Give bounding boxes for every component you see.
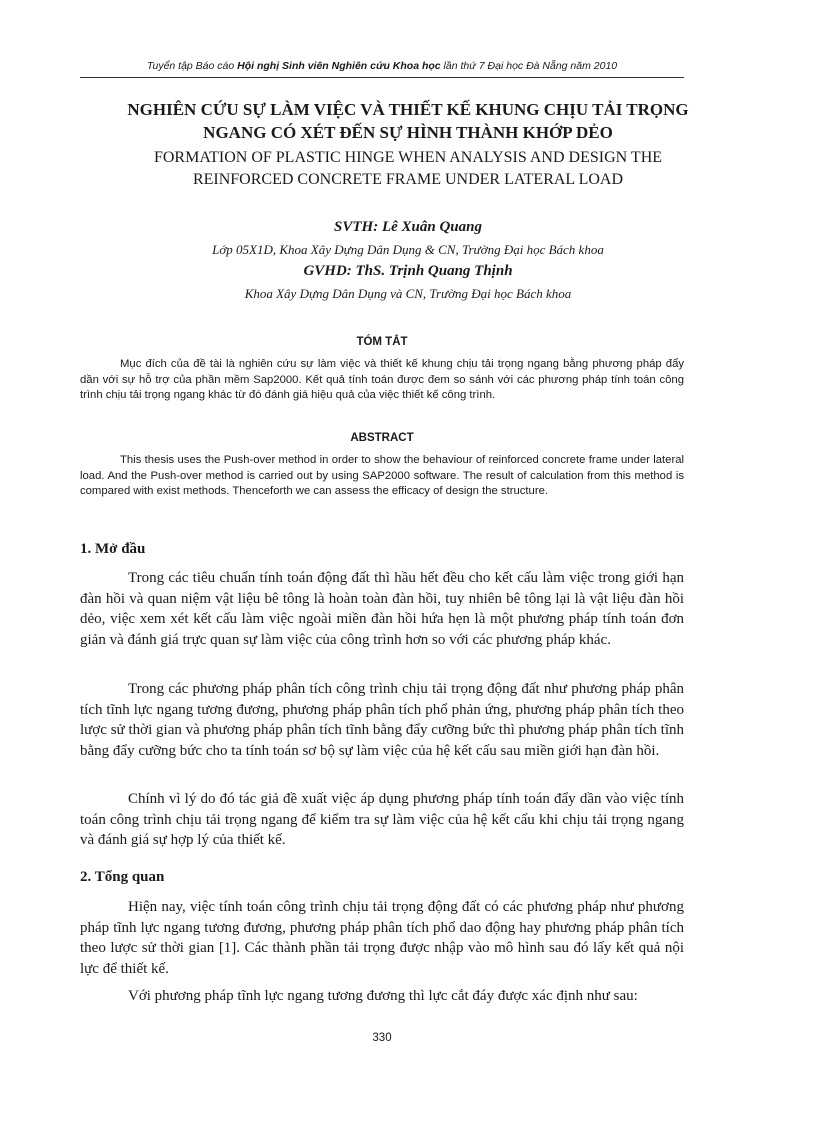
title-vn-line2: NGANG CÓ XÉT ĐẾN SỰ HÌNH THÀNH KHỚP DẺO	[203, 123, 613, 142]
section-1-paragraph-2: Trong các phương pháp phân tích công trình chịu tải trọng động đất như phương pháp phân tích tĩnh lực ngang tương đương, phương pháp phân tích phổ phản ứng, phương pháp phân tích theo lược sử thời gian và phương pháp phân tích tĩnh bằng đẩy cưỡng bức thì phương pháp phân tích tĩnh bằng đẩy cưỡng bức cho ta tính toán sơ bộ sự làm việc của hệ kết cấu sau miền giới hạn đàn hồi.	[80, 681, 684, 759]
section-1-heading: 1. Mở đầu	[80, 541, 146, 557]
section-2-paragraph-2: Với phương pháp tĩnh lực ngang tương đương thì lực cắt đáy được xác định như sau:	[128, 988, 638, 1004]
supervisor-affiliation: Khoa Xây Dựng Dân Dụng và CN, Trường Đại học Bách khoa	[244, 286, 572, 301]
section-1-paragraph-3: Chính vì lý do đó tác giả đề xuất việc áp dụng phương pháp tính toán đẩy dần vào việc tính toán công trình chịu tải trọng ngang để kiểm tra sự làm việc của hệ kết cấu khi chịu tải trọng ngang và đánh giá sự hợp lý của thiết kế.	[80, 791, 684, 848]
header-divider	[80, 77, 684, 78]
section-2-paragraph-1: Hiện nay, việc tính toán công trình chịu tải trọng động đất có các phương pháp như phương pháp tĩnh lực ngang tương đương, phương pháp phân tích phổ dao động hay phương pháp phân tích theo lược sử thời gian [1]. Các thành phần tải trọng được nhập vào mô hình sau đó lấy kết quả nội lực để thiết kế.	[80, 899, 684, 977]
title-vietnamese	[70, 98, 746, 144]
abstract-en-heading: ABSTRACT	[350, 432, 414, 444]
abstract-vn-text: Mục đích của đề tài là nghiên cứu sự làm việc và thiết kế khung chịu tải trọng ngang bằng phương pháp đẩy dần với sự hỗ trợ của phần mềm Sap2000. Kết quả tính toán được đem so sánh với các phương pháp tính toán công trình chịu tải trọng ngang khác từ đó đánh giá hiệu quả của việc thiết kế công trình.	[80, 358, 684, 401]
title-vn-line1: NGHIÊN CỨU SỰ LÀM VIỆC VÀ THIẾT KẾ KHUNG CHỊU TẢI TRỌNG	[127, 100, 689, 119]
running-header	[80, 60, 684, 72]
title-english	[70, 147, 746, 191]
header-suffix: lần thứ 7 Đại học Đà Nẵng năm 2010	[440, 60, 618, 72]
page-number: 330	[372, 1032, 392, 1044]
section-1-paragraph-1: Trong các tiêu chuẩn tính toán động đất thì hầu hết đều cho kết cấu làm việc trong giới hạn đàn hồi và quan niệm vật liệu bê tông là hoàn toàn đàn hồi, tuy nhiên bê tông lại là vật liệu đàn hồi dẻo, việc xem xét kết cấu làm việc ngoài miền đàn hồi hứa hẹn là một phương pháp tính toán đơn giản và đánh giá trực quan sự làm việc của công trình hơn so với các phương pháp khác.	[80, 570, 684, 648]
title-en-line1: FORMATION OF PLASTIC HINGE WHEN ANALYSIS AND DESIGN THE	[153, 149, 663, 166]
title-en-line2: REINFORCED CONCRETE FRAME UNDER LATERAL LOAD	[192, 171, 624, 188]
abstract-vn-heading: TÓM TẮT	[356, 336, 408, 348]
header-conference: Hội nghị Sinh viên Nghiên cứu Khoa học	[237, 60, 441, 72]
header-prefix: Tuyển tập Báo cáo	[146, 60, 238, 72]
supervisor-author: GVHD: ThS. Trịnh Quang Thịnh	[303, 263, 513, 279]
student-affiliation: Lớp 05X1D, Khoa Xây Dựng Dân Dụng & CN, Trường Đại học Bách khoa	[212, 242, 604, 257]
section-2-heading: 2. Tổng quan	[80, 869, 165, 885]
abstract-en-text: This thesis uses the Push-over method in order to show the behaviour of reinforced concrete frame under lateral load. And the Push-over method is carried out by using SAP2000 software. The result of calculation from this method is compared with exist methods. Thenceforth we can assess the efficacy of design the structure.	[80, 454, 684, 497]
student-author: SVTH: Lê Xuân Quang	[334, 219, 482, 235]
